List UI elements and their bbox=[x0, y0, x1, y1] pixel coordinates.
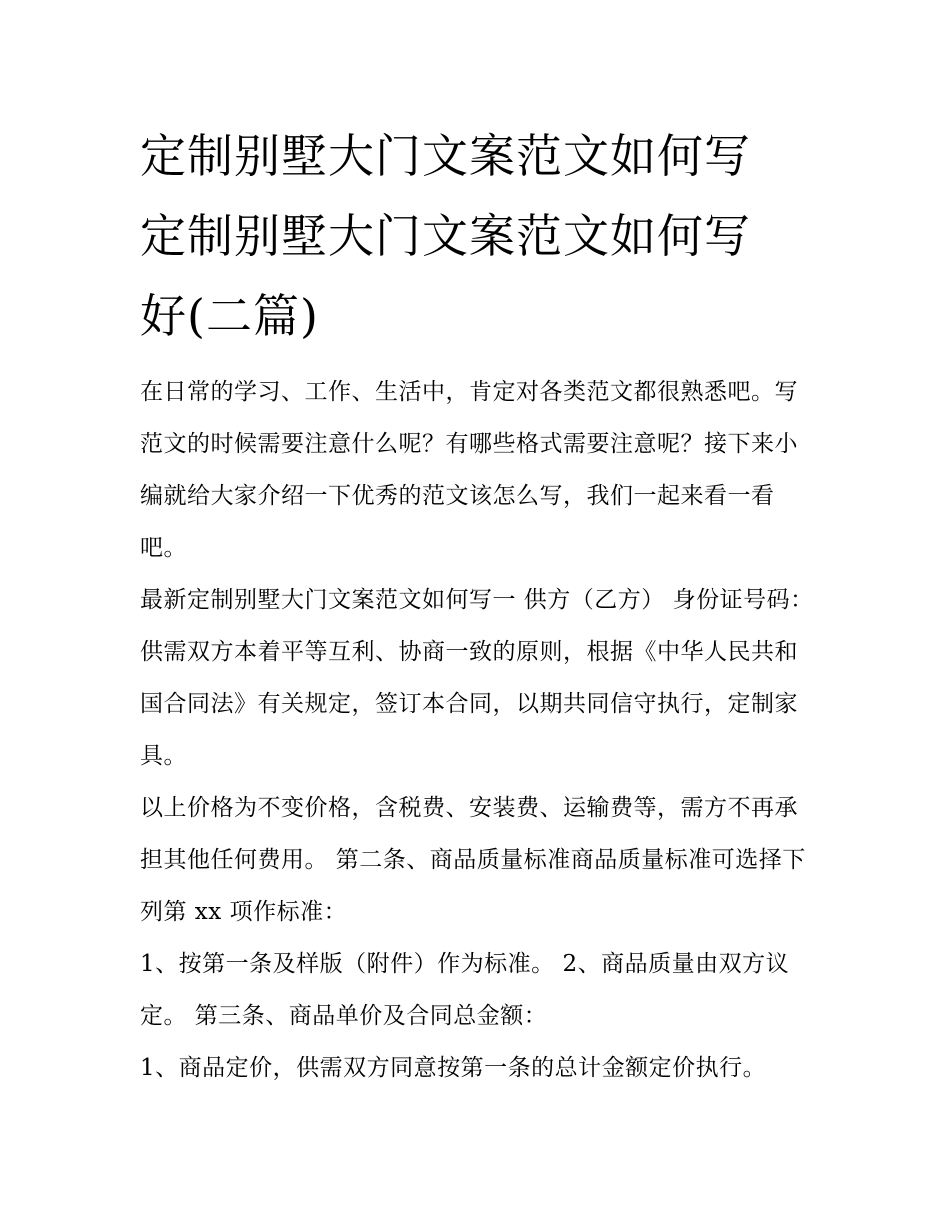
title-line: 定制别墅大门文案范文如何写 bbox=[140, 209, 751, 263]
title-line: 好(二篇) bbox=[140, 289, 319, 343]
body-paragraph: 1、商品定价，供需双方同意按第一条的总计金额定价执行。 bbox=[140, 1055, 767, 1081]
body-paragraph: 供需双方本着平等互利、协商一致的原则，根据《中华人民共和国合同法》有关规定，签订本合同，以期共同信守执行，定制家具。 bbox=[140, 639, 798, 769]
body-paragraph: 以上价格为不变价格，含税费、安装费、运输费等，需方不再承担其他任何费用。 第二条、商品质量标准商品质量标准可选择下列第 xx 项作标准： bbox=[140, 795, 806, 925]
title-line: 定制别墅大门文案范文如何写 bbox=[140, 129, 751, 183]
body-paragraph: 最新定制别墅大门文案范文如何写一 供方（乙方） 身份证号码： bbox=[140, 587, 814, 613]
document-title bbox=[140, 116, 820, 356]
body-paragraph: 1、按第一条及样版（附件）作为标准。 2、商品质量由双方议定。 第三条、商品单价及合同总金额： bbox=[140, 951, 790, 1029]
document-page bbox=[140, 116, 820, 1094]
intro-paragraph: 在日常的学习、工作、生活中，肯定对各类范文都很熟悉吧。写范文的时候需要注意什么呢？有哪些格式需要注意呢？接下来小编就给大家介绍一下优秀的范文该怎么写，我们一起来看一看吧。 bbox=[140, 379, 798, 561]
